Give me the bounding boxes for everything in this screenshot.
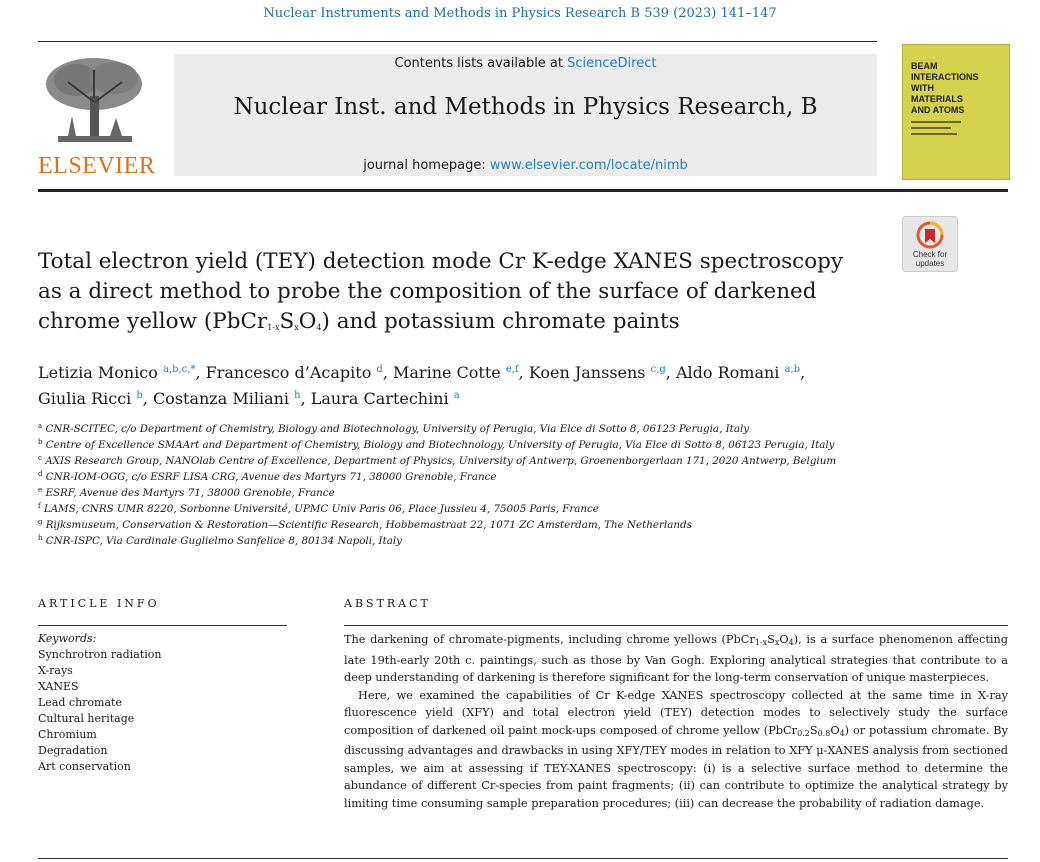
cover-title-line: BEAM — [911, 61, 938, 71]
author-name[interactable]: Costanza Miliani — [152, 389, 290, 408]
keywords-label: Keywords: — [38, 632, 97, 645]
author-name[interactable]: Marine Cotte — [393, 363, 501, 382]
cover-title-line: INTERACTIONS — [911, 72, 979, 82]
author-name[interactable]: Aldo Romani — [675, 363, 780, 382]
keyword-item: X-rays — [38, 664, 73, 677]
cover-title-line: MATERIALS — [911, 94, 963, 104]
sciencedirect-link[interactable]: ScienceDirect — [567, 56, 657, 71]
abstract-body — [344, 631, 1008, 812]
author-affil-marker[interactable]: c,g — [650, 364, 666, 375]
keyword-item: Chromium — [38, 728, 97, 741]
abstract-paragraph: The darkening of chromate-pigments, including chrome yellows $(PbCr_{1-x}S_xO_4)$, is a surface phenomenon affecting late 19th-early 20th c. paintings, such as those by Van Gogh. Exploring analytical strategies that contribute to a deep understanding of darkening is therefore significant for the long-term conservation of unique masterpieces. — [344, 633, 1008, 684]
title-line: Total electron yield (TEY) detection mode Cr K-edge XANES spectroscopy — [38, 249, 844, 274]
homepage-line — [174, 158, 877, 173]
author-affil-marker[interactable]: a — [453, 390, 460, 401]
abstract-heading: ABSTRACT — [344, 597, 431, 610]
affiliation-item: $^c$ AXIS Research Group, NANOlab Centre of Excellence, Department of Physics, University of Antwerp, Groenenborgerlaan 171, 2020 Antwerp, Belgium — [38, 454, 837, 467]
author-line: Letizia Monico $^{a,b,c,*}$, Francesco d’Acapito $^d$, Marine Cotte $^{e,f}$, Koen Janssens $^{c,g}$, Aldo Romani $^{a,b}$, — [38, 363, 806, 382]
keywords-list — [38, 631, 288, 775]
author-affil-marker[interactable]: e,f — [505, 364, 519, 375]
article-info-heading: ARTICLE INFO — [38, 597, 160, 610]
author-affil-marker[interactable]: d — [376, 364, 383, 375]
cover-title — [911, 61, 979, 116]
footer-rule — [38, 858, 1008, 859]
check-updates-line: Check for — [912, 250, 948, 259]
header-rule — [38, 189, 1008, 192]
cover-decoration — [911, 121, 961, 123]
keyword-item: XANES — [38, 680, 79, 693]
keyword-item: Synchrotron radiation — [38, 648, 162, 661]
author-name[interactable]: Letizia Monico — [38, 363, 158, 382]
article-title — [38, 247, 888, 343]
running-head: Nuclear Instruments and Methods in Physics Research B 539 (2023) 141–147 — [263, 6, 777, 21]
affiliation-item: $^f$ LAMS, CNRS UMR 8220, Sorbonne Université, UPMC Univ Paris 06, Place Jussieu 4, 75005 Paris, France — [38, 502, 599, 515]
keyword-item: Cultural heritage — [38, 712, 135, 725]
cover-title-line: WITH — [911, 83, 934, 93]
affiliations — [38, 421, 1018, 549]
homepage-prefix: journal homepage: — [363, 158, 490, 173]
journal-name: Nuclear Inst. and Methods in Physics Research, B — [233, 94, 818, 120]
affiliation-item: $^b$ Centre of Excellence SMAArt and Department of Chemistry, Biology and Biotechnology, University of Perugia, Via Elce di Sotto 8, 06123 Perugia, Italy — [38, 438, 835, 451]
abstract-rule — [344, 625, 1008, 626]
affiliation-item: $^g$ Rijksmuseum, Conservation & Restoration—Scientific Research, Hobbemastraat 22, 1071 ZC Amsterdam, The Netherlands — [38, 518, 692, 531]
journal-cover-thumbnail[interactable] — [902, 44, 1010, 180]
keyword-item: Lead chromate — [38, 696, 122, 709]
affiliation-item: $^d$ CNR-IOM-OGG, c/o ESRF LISA CRG, Avenue des Martyrs 71, 38000 Grenoble, France — [38, 470, 497, 483]
author-name[interactable]: Laura Cartechini — [310, 389, 449, 408]
title-line: chrome yellow $(PbCr_{1-x}S_xO_4)$ and potassium chromate paints — [38, 309, 680, 334]
contents-line — [174, 56, 877, 71]
cover-decoration — [911, 127, 951, 129]
author-affil-marker[interactable]: a,b — [784, 364, 801, 375]
title-line: as a direct method to probe the composition of the surface of darkened — [38, 279, 817, 304]
affiliation-item: $^h$ CNR-ISPC, Via Cardinale Guglielmo Sanfelice 8, 80134 Napoli, Italy — [38, 534, 402, 547]
cover-title-line: AND ATOMS — [911, 105, 965, 115]
homepage-link[interactable]: www.elsevier.com/locate/nimb — [489, 158, 688, 173]
check-updates-label — [903, 250, 957, 268]
contents-prefix: Contents lists available at — [394, 56, 568, 71]
affiliation-item: $^a$ CNR-SCITEC, c/o Department of Chemistry, Biology and Biotechnology, University of Perugia, Via Elce di Sotto 8, 06123 Perugia, Italy — [38, 422, 750, 435]
abstract-paragraph: Here, we examined the capabilities of Cr K-edge XANES spectroscopy collected at the same time in X-ray fluorescence yield (XFY) and total electron yield (TEY) detection modes to selectively study the surface composition of darkened oil paint mock-ups composed of chrome yellow $(PbCr_{0.2}S_{0.8}O_4)$ or potassium chromate. By discussing advantages and drawbacks in using XFY/TEY modes in relation to XFY μ-XANES analysis from sectioned samples, we aim at assessing if TEY-XANES spectroscopy: (i) is a selective surface method to determine the abundance of different Cr-species from paint fragments; (ii) can contribute to optimize the analytical strategy by limiting time consuming sample preparation procedures; (iii) can decrease the probability of radiation damage. — [344, 688, 1008, 810]
publisher-wordmark: ELSEVIER — [38, 153, 156, 179]
keyword-item: Degradation — [38, 744, 108, 757]
cover-decoration — [911, 133, 957, 135]
check-for-updates-button[interactable] — [902, 216, 958, 272]
author-line: Giulia Ricci $^b$, Costanza Miliani $^h$, Laura Cartechini $^a$ — [38, 389, 460, 408]
author-affil-marker[interactable]: h — [294, 390, 301, 401]
keyword-item: Art conservation — [38, 760, 131, 773]
author-name[interactable]: Giulia Ricci — [38, 389, 132, 408]
affiliation-item: $^e$ ESRF, Avenue des Martyrs 71, 38000 Grenoble, France — [38, 486, 335, 499]
author-name[interactable]: Koen Janssens — [528, 363, 646, 382]
author-name[interactable]: Francesco d’Acapito — [205, 363, 372, 382]
article-info-rule — [38, 625, 287, 626]
author-affil-marker[interactable]: b — [136, 390, 143, 401]
author-list — [38, 360, 888, 412]
bookmark-icon — [916, 221, 944, 249]
author-affil-marker[interactable]: a,b,c,* — [162, 364, 196, 375]
check-updates-line: updates — [915, 259, 945, 268]
top-rule — [38, 41, 877, 42]
